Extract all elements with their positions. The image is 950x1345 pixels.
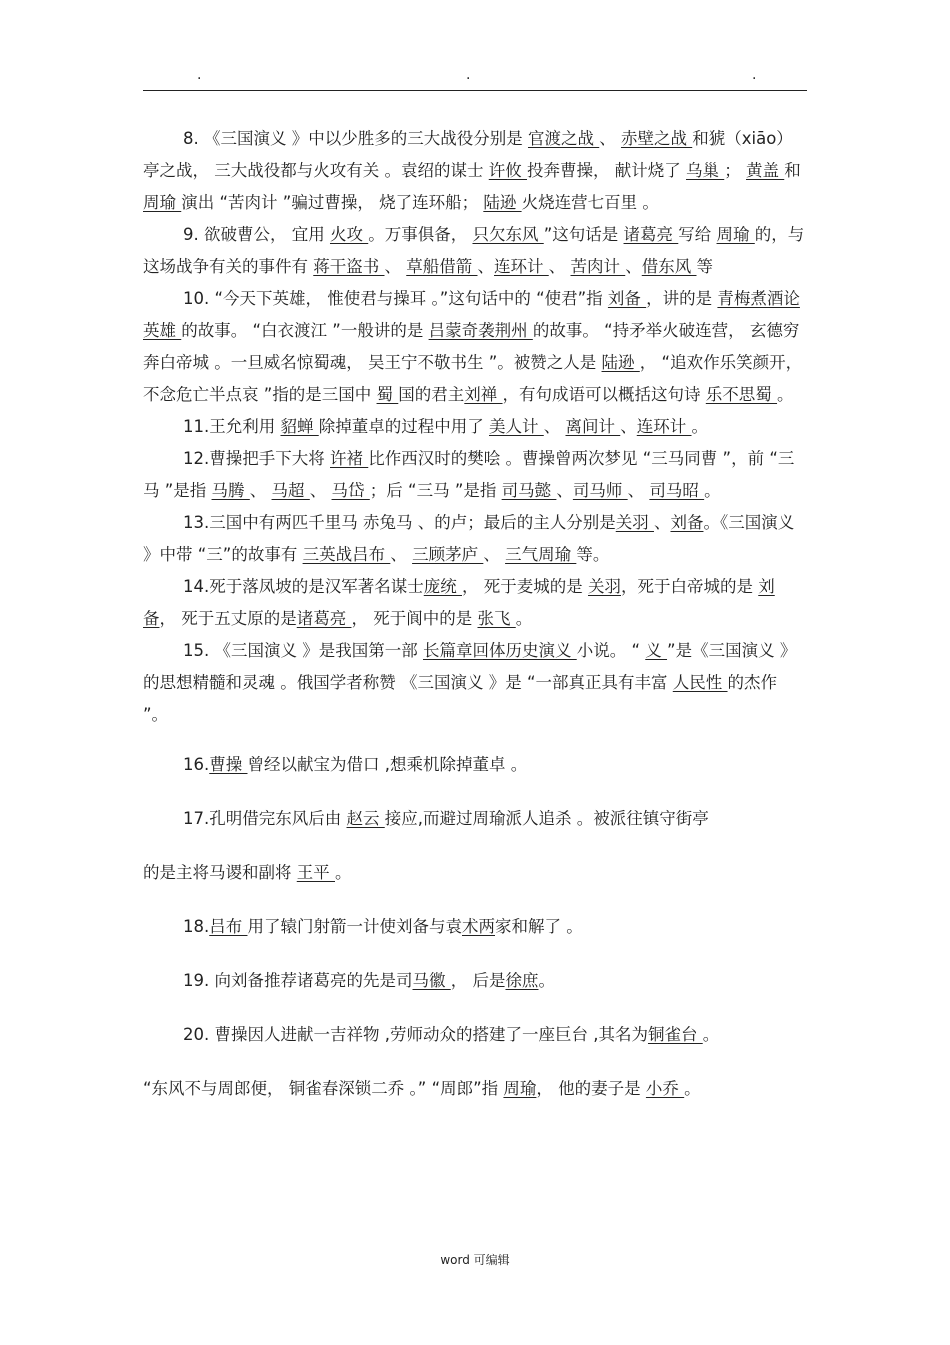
question-20b: [143, 1073, 807, 1105]
question-13: [143, 507, 807, 571]
answer-blank: 陆逊: [483, 193, 522, 212]
question-9: [143, 219, 807, 283]
question-text: 、: [620, 417, 637, 436]
question-text: 、: [249, 481, 272, 500]
question-20a: [143, 1019, 807, 1051]
question-text: 。: [515, 609, 533, 628]
answer-blank: 术两: [462, 917, 495, 936]
question-list: [143, 123, 807, 1105]
question-text: ；后 “三马 ”是指: [369, 481, 502, 500]
question-14: [143, 571, 807, 635]
question-10: [143, 283, 807, 411]
answer-blank: 火攻: [329, 225, 369, 244]
paragraph-spacer: [143, 889, 807, 911]
question-text: ， “追欢作乐笑颜开， 不念危亡半点哀 ”指的是三国中: [143, 353, 803, 404]
header-dot-left: .: [197, 67, 202, 83]
question-text: “东风不与周郎便， 铜雀春深锁二乔 。” “周郎”指: [143, 1079, 504, 1098]
question-text: 除掉董卓的过程中用了: [318, 417, 489, 436]
question-text: 、: [653, 513, 671, 532]
page-footer: word 可编辑: [440, 1253, 510, 1267]
answer-blank: 庞统: [423, 577, 462, 596]
answer-blank: 乐不思蜀: [705, 385, 778, 404]
question-text: 、: [390, 545, 413, 564]
question-text: ，死于白帝城的是: [621, 577, 759, 596]
answer-blank: 马岱: [331, 481, 370, 500]
question-text: ， 死于五丈原的是: [159, 609, 297, 628]
question-12: [143, 443, 807, 507]
answer-blank: 周瑜: [143, 193, 182, 212]
question-text: ， 他的妻子是: [536, 1079, 646, 1098]
question-text: 小说。 “: [576, 641, 646, 660]
answer-blank: 赤壁之战: [620, 129, 693, 148]
answer-blank: 曹操: [209, 755, 248, 774]
paragraph-spacer: [143, 1051, 807, 1073]
question-text: 、: [483, 545, 506, 564]
answer-blank: 人民性: [672, 673, 728, 692]
answer-blank: 刘备: [670, 513, 704, 532]
answer-blank: 铜雀台: [647, 1025, 703, 1044]
question-text: 12.曹操把手下大将: [183, 449, 330, 468]
answer-blank: 黄盖: [746, 161, 785, 180]
question-text: 18.: [183, 917, 210, 936]
question-text: 等。: [576, 545, 610, 564]
question-text: 家和解了 。: [495, 917, 583, 936]
answer-blank: 美人计: [489, 417, 544, 436]
question-text: 、: [599, 129, 621, 148]
answer-blank: 司马懿: [501, 481, 557, 500]
paragraph-spacer: [143, 835, 807, 857]
answer-blank: 徐庶: [505, 971, 539, 990]
answer-blank: 诸葛亮: [296, 609, 352, 628]
question-text: 、: [309, 481, 332, 500]
question-text: 16.: [183, 755, 210, 774]
question-text: 、: [625, 257, 642, 276]
answer-blank: 借东风: [641, 257, 697, 276]
answer-blank: 小乔: [645, 1079, 685, 1098]
question-text: 。: [538, 971, 555, 990]
answer-blank: 诸葛亮: [623, 225, 679, 244]
answer-blank: 义: [645, 641, 668, 660]
question-text: 的，与这场战争有关的事件有: [143, 225, 805, 276]
question-16: [143, 749, 807, 781]
answer-blank: 张飞: [477, 609, 516, 628]
answer-blank: 司马师: [572, 481, 628, 500]
question-17b: [143, 857, 807, 889]
answer-blank: 连环计: [494, 257, 549, 276]
question-text: 的杰作 ”。: [143, 673, 778, 724]
question-text: 、: [543, 417, 566, 436]
answer-blank: 官渡之战: [527, 129, 600, 148]
header-dot-center: .: [466, 67, 471, 83]
answer-blank: 离间计: [565, 417, 621, 436]
paragraph-spacer: [143, 731, 807, 749]
question-text: ”是《三国演义 》的思想精髓和灵魂 。俄国学者称赞 《三国演义 》是 “一部真正具有丰富: [143, 641, 797, 692]
question-text: ， 后是: [450, 971, 506, 990]
answer-blank: 许褚: [330, 449, 369, 468]
question-text: 15. 《三国演义 》是我国第一部: [183, 641, 423, 660]
paragraph-spacer: [143, 781, 807, 803]
question-text: 、: [477, 257, 494, 276]
question-text: ， 死于麦城的是: [462, 577, 588, 596]
question-text: 写给: [678, 225, 717, 244]
question-text: 用了辕门射箭一计使刘备与袁: [247, 917, 462, 936]
question-17a: [143, 803, 807, 835]
answer-blank: 蜀: [376, 385, 399, 404]
question-text: 。: [777, 385, 794, 404]
question-text: 10. “今天下英雄， 惟使君与操耳 。”这句话中的 “使君”指: [183, 289, 608, 308]
question-text: 11.王允利用: [183, 417, 281, 436]
header-dot-right: .: [752, 67, 757, 83]
answer-blank: 只欠东风: [472, 225, 544, 244]
question-text: 的故事。 “持矛举火破连营， 玄德穷奔白帝城 。一旦威名惊蜀魂， 吴王宁不敬书生 ”。被赞之人是: [143, 321, 800, 372]
answer-blank: 司马昭: [649, 481, 705, 500]
question-text: 。: [691, 417, 708, 436]
question-text: 8. 《三国演义 》中以少胜多的三大战役分别是: [183, 129, 528, 148]
question-text: 。: [335, 863, 352, 882]
question-text: 。万事俱备，: [368, 225, 473, 244]
question-text: 和: [784, 161, 801, 180]
question-text: 19. 向刘备推荐诸葛亮的先是司: [183, 971, 413, 990]
answer-blank: 三顾茅庐: [412, 545, 484, 564]
header-rule: [143, 90, 807, 91]
question-text: 投奔曹操， 献计烧了: [527, 161, 686, 180]
answer-blank: 马徽: [412, 971, 451, 990]
question-text: 9. 欲破曹公， 宜用: [183, 225, 330, 244]
answer-blank: 貂蝉: [280, 417, 319, 436]
question-text: 14.死于落凤坡的是汉军著名谋士: [183, 577, 424, 596]
question-text: 的故事。 “白衣渡江 ”一般讲的是: [181, 321, 429, 340]
question-text: ；: [724, 161, 746, 180]
answer-blank: 长篇章回体历史演义: [422, 641, 577, 660]
answer-blank: 马超: [271, 481, 310, 500]
question-text: 、: [548, 257, 571, 276]
question-text: 。《三国演义 》中带 “三”的故事有: [143, 513, 795, 564]
question-text: 演出 “苦肉计 ”骗过曹操， 烧了连环船；: [181, 193, 484, 212]
question-15: [143, 635, 807, 731]
question-text: ， 死于阆中的是: [351, 609, 478, 628]
question-text: 等: [696, 257, 713, 276]
question-text: 13.三国中有两匹千里马 赤兔马 、的卢；最后的主人分别是: [183, 513, 616, 532]
question-19: [143, 965, 807, 997]
question-text: 和猇（xiāo）亭之战， 三大战役都与火攻有关 。袁绍的谋士: [143, 129, 793, 180]
answer-blank: 三气周瑜: [505, 545, 577, 564]
answer-blank: 王平: [296, 863, 335, 882]
question-text: 比作西汉时的樊哙 。曹操曾两次梦见 “三马同曹 ”，前 “三马 ”是指: [143, 449, 795, 500]
question-text: 、: [627, 481, 650, 500]
answer-blank: 周瑜: [503, 1079, 537, 1098]
question-text: 。: [704, 481, 721, 500]
answer-blank: 陆逊: [601, 353, 640, 372]
paragraph-spacer: [143, 943, 807, 965]
question-8: [143, 123, 807, 219]
question-text: ，有句成语可以概括这句诗: [502, 385, 706, 404]
question-text: 火烧连营七百里 。: [521, 193, 659, 212]
answer-blank: 蒋干盗书: [313, 257, 385, 276]
question-text: 17.孔明借完东风后由: [183, 809, 347, 828]
answer-blank: 许攸: [488, 161, 527, 180]
question-text: 。: [684, 1079, 701, 1098]
answer-blank: 苦肉计: [570, 257, 626, 276]
answer-blank: 马腾: [211, 481, 250, 500]
answer-blank: 赵云: [346, 809, 385, 828]
answer-blank: 刘禅: [464, 385, 503, 404]
question-text: ”这句话是: [543, 225, 624, 244]
question-11: [143, 411, 807, 443]
question-text: 接应,而避过周瑜派人追杀 。被派往镇守街亭: [384, 809, 709, 828]
question-text: 、: [556, 481, 573, 500]
answer-blank: 周瑜: [716, 225, 755, 244]
answer-blank: 关羽: [615, 513, 654, 532]
question-text: 曾经以献宝为借口 ,想乘机除掉董卓 。: [247, 755, 528, 774]
answer-blank: 青梅煮酒论英雄: [143, 289, 800, 340]
answer-blank: 吕布: [209, 917, 248, 936]
question-text: 。: [702, 1025, 720, 1044]
answer-blank: 关羽: [588, 577, 621, 596]
answer-blank: 吕蒙奇袭荆州: [428, 321, 533, 340]
question-text: ，讲的是: [646, 289, 718, 308]
answer-blank: 刘备: [607, 289, 647, 308]
question-18: [143, 911, 807, 943]
answer-blank: 三英战吕布: [302, 545, 391, 564]
question-text: 的是主将马谡和副将: [143, 863, 297, 882]
question-text: 国的君主: [398, 385, 465, 404]
answer-blank: 草船借箭: [406, 257, 478, 276]
answer-blank: 刘备: [143, 577, 775, 628]
question-text: 、: [384, 257, 407, 276]
question-text: 20. 曹操因人进献一吉祥物 ,劳师动众的搭建了一座巨台 ,其名为: [183, 1025, 648, 1044]
answer-blank: 连环计: [636, 417, 692, 436]
paragraph-spacer: [143, 997, 807, 1019]
answer-blank: 乌巢: [686, 161, 725, 180]
